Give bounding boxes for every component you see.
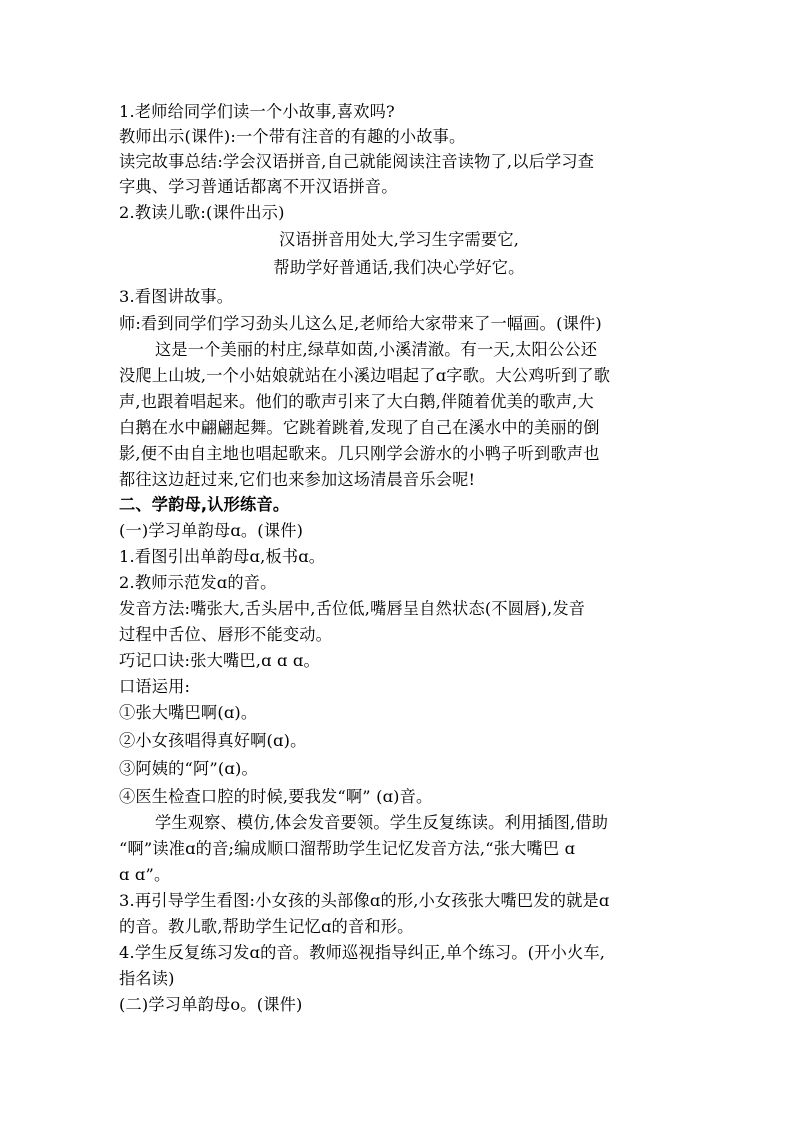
text-line: 字典、学习普通话都离不开汉语拼音。	[119, 177, 398, 196]
text-line: 1.老师给同学们读一个小故事,喜欢吗?	[119, 102, 395, 121]
text-line: 师:看到同学们学习劲头儿这么足,老师给大家带来了一幅画。(课件)	[119, 314, 602, 333]
text-line: 声,也跟着唱起来。他们的歌声引来了大白鹅,伴随着优美的歌声,大	[119, 392, 594, 411]
text-line: 2.教师示范发ɑ的音。	[119, 573, 277, 592]
text-line: 1.看图引出单韵母ɑ,板书ɑ。	[119, 547, 326, 566]
list-item: ①张大嘴巴啊(ɑ)。	[119, 703, 258, 722]
text-line: 3.看图讲故事。	[119, 287, 234, 306]
text-line: 的音。教儿歌,帮助学生记忆ɑ的音和形。	[119, 917, 414, 936]
text-line: 都往这边赶过来,它们也来参加这场清晨音乐会呢!	[119, 470, 476, 489]
text-line: 过程中舌位、唇形不能变动。	[119, 625, 333, 644]
section-heading: 二、学韵母,认形练音。	[119, 495, 290, 514]
text-line: 3.再引导学生看图:小女孩的头部像ɑ的形,小女孩张大嘴巴发的就是ɑ	[119, 891, 610, 910]
text-line: 发音方法:嘴张大,舌头居中,舌位低,嘴唇呈自然状态(不圆唇),发音	[119, 599, 586, 618]
list-item: ③阿姨的“阿”(ɑ)。	[119, 759, 258, 778]
subsection-heading: (一)学习单韵母ɑ。(课件)	[119, 521, 304, 540]
poem-line: 帮助学好普通话,我们决心学好它。	[273, 258, 525, 277]
text-line: 2.教读儿歌:(课件出示)	[119, 203, 285, 222]
text-line: 指名读)	[119, 969, 175, 988]
paragraph-first-line: 这是一个美丽的村庄,绿草如茵,小溪清澈。有一天,太阳公公还	[155, 340, 598, 359]
text-line: 教师出示(课件):一个带有注音的有趣的小故事。	[119, 127, 466, 146]
subsection-heading: (二)学习单韵母o。(课件)	[119, 995, 303, 1014]
text-line: 白鹅在水中翩翩起舞。它跳着跳着,发现了自己在溪水中的美丽的倒	[119, 418, 600, 437]
text-line: 影,便不由自主地也唱起歌来。几只刚学会游水的小鸭子听到歌声也	[119, 444, 600, 463]
text-line: “啊”读准ɑ的音;编成顺口溜帮助学生记忆发音方法,“张大嘴巴 ɑ	[119, 839, 576, 858]
list-item: ④医生检查口腔的时候,要我发“啊” (ɑ)音。	[119, 787, 433, 806]
text-line: 口语运用:	[119, 677, 191, 696]
text-line: 4.学生反复练习发ɑ的音。教师巡视指导纠正,单个练习。(开小火车,	[119, 943, 606, 962]
text-line: 巧记口诀:张大嘴巴,ɑ ɑ ɑ。	[119, 651, 320, 670]
poem-line: 汉语拼音用处大,学习生字需要它,	[278, 230, 520, 249]
text-line: ɑ ɑ”。	[119, 865, 171, 884]
text-line: 没爬上山坡,一个小姑娘就站在小溪边唱起了ɑ字歌。大公鸡听到了歌	[119, 366, 611, 385]
text-line: 读完故事总结:学会汉语拼音,自己就能阅读注音读物了,以后学习查	[119, 152, 595, 171]
list-item: ②小女孩唱得真好啊(ɑ)。	[119, 731, 307, 750]
paragraph-first-line: 学生观察、模仿,体会发音要领。学生反复练读。利用插图,借助	[155, 813, 609, 832]
